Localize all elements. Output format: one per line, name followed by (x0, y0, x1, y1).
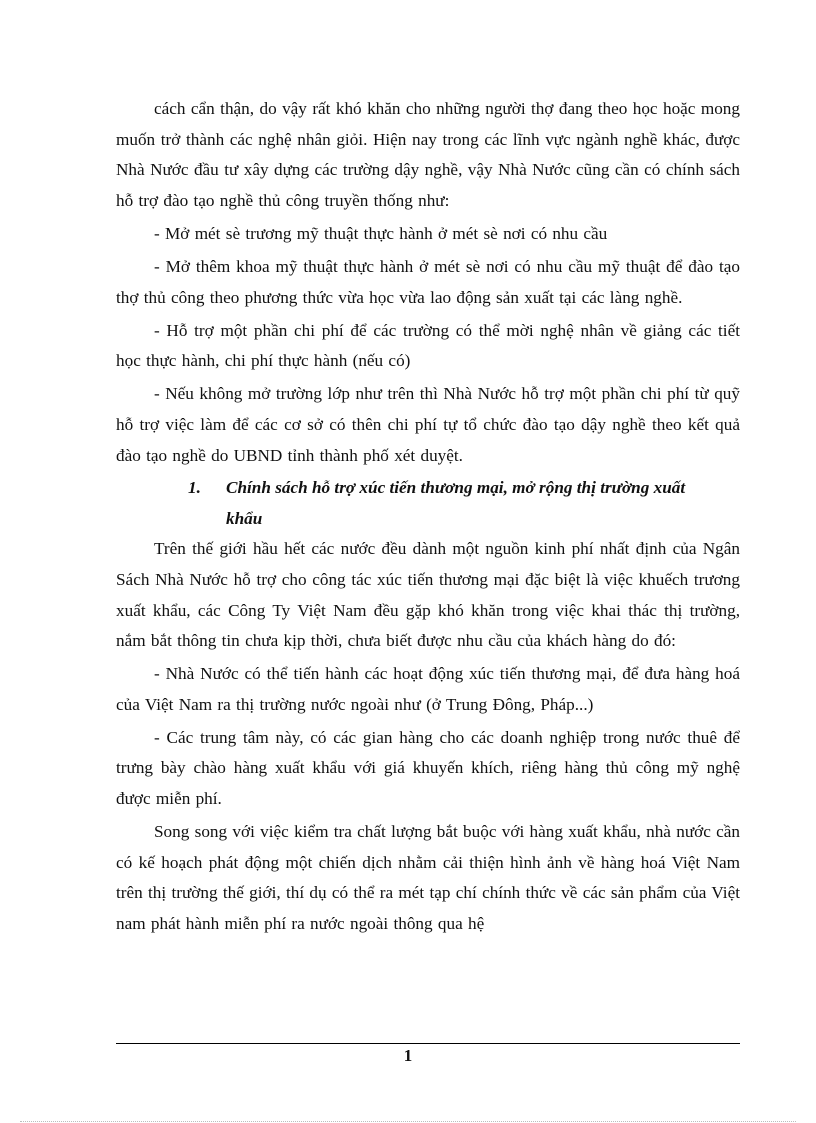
bullet-paragraph: - Hỗ trợ một phần chi phí để các trường có thể mời nghệ nhân về giảng các tiết học thực hành, chi phí thực hành (nếu có) (116, 320, 740, 371)
footer-divider (116, 1043, 740, 1044)
section-heading (116, 473, 740, 534)
paragraph: cách cẩn thận, do vậy rất khó khăn cho những người thợ đang theo học hoặc mong muốn trở thành các nghệ nhân giỏi. Hiện nay trong các lĩnh vực ngành nghề khác, được Nhà Nước đầu tư xây dựng các trường dậy nghề, vậy Nhà Nước cũng cần có chính sách hỗ trợ đào tạo nghề thủ công truyền thống như: (116, 99, 740, 210)
section-title: Chính sách hỗ trợ xúc tiến thương mại, mở rộng thị trường xuất khẩu (226, 478, 686, 528)
bullet-paragraph: - Nếu không mở trường lớp như trên thì Nhà Nước hỗ trợ một phần chi phí từ quỹ hỗ trợ việc làm để các cơ sở có thên chi phí tự tổ chức đào tạo dậy nghề theo kết quả đào tạo nghề do UBND tỉnh thành phố xét duyệt. (116, 384, 740, 465)
page-bottom-edge (20, 1121, 796, 1122)
paragraph: Trên thế giới hầu hết các nước đều dành một nguồn kinh phí nhất định của Ngân Sách Nhà Nước hỗ trợ cho công tác xúc tiến thương mại đặc biệt là việc khuếch trương xuất khẩu, các Công Ty Việt Nam đều gặp khó khăn trong việc khai thác thị trường, nắm bắt thông tin chưa kịp thời, chưa biết được nhu cầu của khách hàng do đó: (116, 539, 740, 651)
bullet-paragraph: - Mở thêm khoa mỹ thuật thực hành ở mét sè nơi có nhu cầu mỹ thuật để đào tạo thợ thủ công theo phương thức vừa học vừa lao động sản xuất tại các làng nghề. (116, 256, 740, 307)
page-number: 1 (403, 1046, 413, 1065)
section-number: 1. (188, 478, 201, 498)
bullet-paragraph: - Các trung tâm này, có các gian hàng cho các doanh nghiệp trong nước thuê để trưng bày chào hàng xuất khẩu với giá khuyến khích, riêng hàng thủ công mỹ nghệ được miễn phí. (116, 727, 740, 809)
bullet-paragraph: - Mở mét sè trương mỹ thuật thực hành ở mét sè nơi có nhu cầu (154, 223, 608, 243)
page-body (116, 94, 740, 940)
paragraph: Song song với việc kiểm tra chất lượng bắt buộc với hàng xuất khẩu, nhà nước cần có kế hoạch phát động một chiến dịch nhằm cải thiện hình ảnh về hàng hoá Việt Nam trên thị trường thế giới, thí dụ có thể ra mét tạp chí chính thức về các sản phẩm của Việt nam phát hành miễn phí ra nước ngoài thông qua hệ (116, 822, 740, 933)
bullet-paragraph: - Nhà Nước có thể tiến hành các hoạt động xúc tiến thương mại, để đưa hàng hoá của Việt Nam ra thị trường nước ngoài như (ở Trung Đông, Pháp...) (116, 664, 740, 714)
